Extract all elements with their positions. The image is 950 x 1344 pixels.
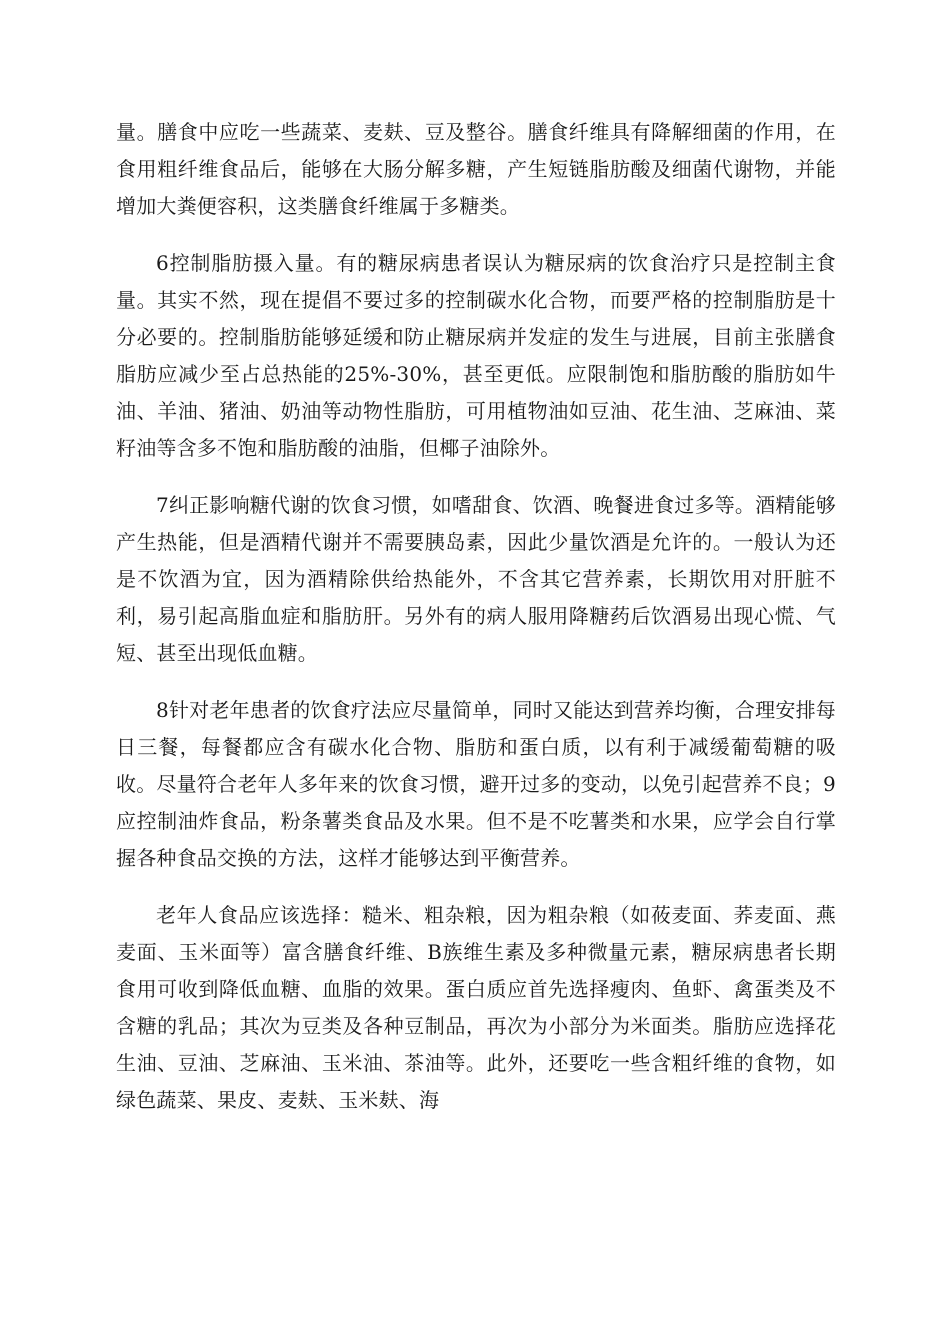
paragraph-5: 老年人食品应该选择：糙米、粗杂粮，因为粗杂粮（如莜麦面、荞麦面、燕麦面、玉米面等）富含膳食纤维、B族维生素及多种微量元素，糖尿病患者长期食用可收到降低血糖、血脂的效果。蛋白质应首先选择瘦肉、鱼虾、禽蛋类及不含糖的乳品；其次为豆类及各种豆制品，再次为小部分为米面类。脂肪应选择花生油、豆油、芝麻油、玉米油、茶油等。此外，还要吃一些含粗纤维的食物，如绿色蔬菜、果皮、麦麸、玉米麸、海 — [116, 903, 836, 1112]
paragraph-2: 6控制脂肪摄入量。有的糖尿病患者误认为糖尿病的饮食治疗只是控制主食量。其实不然，现在提倡不要过多的控制碳水化合物，而要严格的控制脂肪是十分必要的。控制脂肪能够延缓和防止糖尿病并发症的发生与进展，目前主张膳食脂肪应减少至占总热能的25%-30%，甚至更低。应限制饱和脂肪酸的脂肪如牛油、羊油、猪油、奶油等动物性脂肪，可用植物油如豆油、花生油、芝麻油、菜籽油等含多不饱和脂肪酸的油脂，但椰子油除外。 — [116, 251, 836, 460]
paragraph-3: 7纠正影响糖代谢的饮食习惯，如嗜甜食、饮酒、晚餐进食过多等。酒精能够产生热能，但是酒精代谢并不需要胰岛素，因此少量饮酒是允许的。一般认为还是不饮酒为宜，因为酒精除供给热能外，不含其它营养素，长期饮用对肝脏不利，易引起高脂血症和脂肪肝。另外有的病人服用降糖药后饮酒易出现心慌、气短、甚至出现低血糖。 — [116, 493, 836, 665]
document-body — [116, 114, 836, 1139]
paragraph-4: 8针对老年患者的饮食疗法应尽量简单，同时又能达到营养均衡，合理安排每日三餐，每餐都应含有碳水化合物、脂肪和蛋白质，以有利于减缓葡萄糖的吸收。尽量符合老年人多年来的饮食习惯，避开过多的变动，以免引起营养不良；9应控制油炸食品，粉条薯类食品及水果。但不是不吃薯类和水果，应学会自行掌握各种食品交换的方法，这样才能够达到平衡营养。 — [116, 698, 836, 870]
paragraph-1: 量。膳食中应吃一些蔬菜、麦麸、豆及整谷。膳食纤维具有降解细菌的作用，在食用粗纤维食品后，能够在大肠分解多糖，产生短链脂肪酸及细菌代谢物，并能增加大粪便容积，这类膳食纤维属于多糖类。 — [116, 120, 836, 218]
